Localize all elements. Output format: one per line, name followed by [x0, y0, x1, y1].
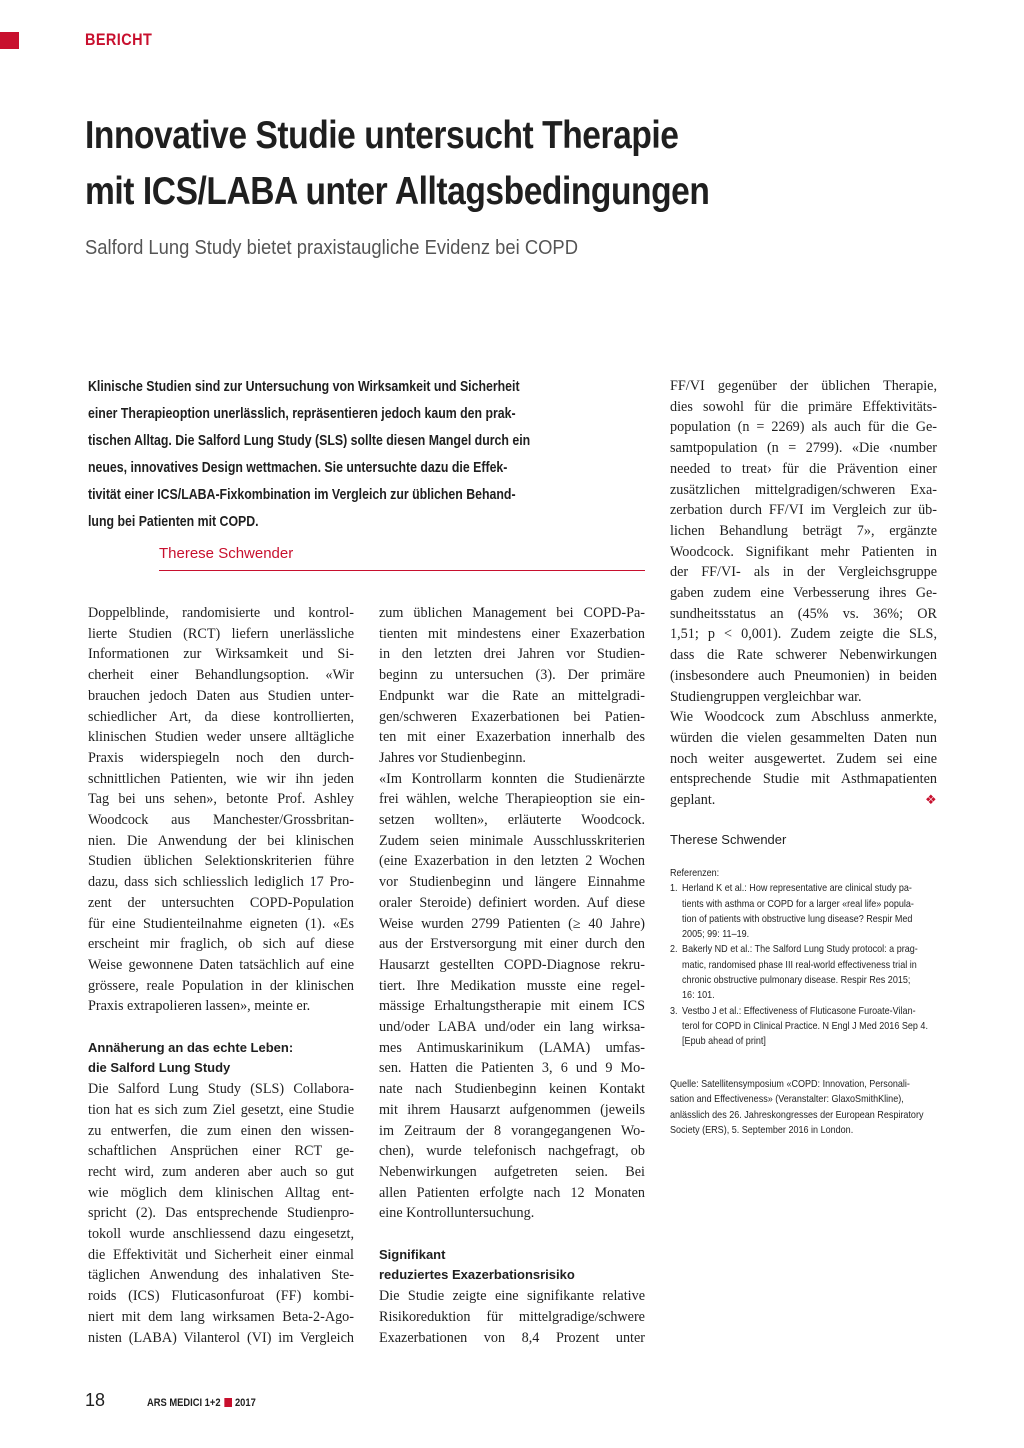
paragraph: [670, 376, 937, 811]
text-line: Doppelblinde, randomisierte und kontrol-: [88, 605, 354, 621]
reference-line: Bakerly ND et al.: The Salford Lung Study protocol: a prag-: [682, 943, 918, 956]
lead-line: tischen Alltag. Die Salford Lung Study (SLS) sollte diesen Mangel durch ein: [88, 433, 531, 449]
text-line: Praxis extrapolieren lassen», meinte er.: [88, 998, 311, 1015]
text-line: FF/VI gegenüber der üblichen Therapie,: [670, 378, 937, 394]
text-line: zerbation durch FF/VI im Vergleich zur üb-: [670, 502, 937, 519]
text-line: schiedlicher Art, da diese kontrollierten,: [88, 708, 354, 725]
lead-line: tivität einer ICS/LABA-Fixkombination im Vergleich zur üblichen Behand-: [88, 487, 516, 503]
reference-number: 1.: [670, 882, 678, 895]
text-line: oraler Steroide) definiert worden. Auf diese: [379, 894, 645, 911]
text-line: cherheit einer Behandlungsoption. «Wir: [88, 667, 354, 684]
reference-line: chronic obstructive pulmonary disease. Respir Res 2015;: [682, 974, 911, 987]
text-line: 1,51; p < 0,001). Zudem zeigte die SLS,: [670, 626, 937, 643]
text-line: aus der Erstversorgung mit einer durch den: [379, 936, 645, 953]
reference-line: Herland K et al.: How representative are clinical study pa-: [682, 882, 912, 895]
lead-line: neues, innovatives Design wettmachen. Sie untersuchte dazu die Effek-: [88, 460, 508, 476]
text-line: niert mit dem lang wirksamen Beta-2-Ago-: [88, 1308, 354, 1325]
text-line: spricht (2). Das entsprechende Studienpro-: [88, 1205, 354, 1222]
reference-line: Vestbo J et al.: Effectiveness of Fluticasone Furoate-Vilan-: [682, 1004, 916, 1017]
text-line: und/oder LABA und/oder ein lang wirksa-: [379, 1019, 645, 1036]
text-line: mässige Erhaltungstherapie mit einem ICS: [379, 998, 645, 1015]
text-line: geplant.: [670, 792, 716, 809]
text-line: allen Patienten erfolgte nach 12 Monaten: [379, 1184, 645, 1201]
text-line: Jahres vor Studienbeginn.: [379, 749, 526, 766]
reference-line: 16: 101.: [682, 989, 715, 1002]
text-line: mit ihrem Hausarzt aufgenommen (jeweils: [379, 1101, 645, 1118]
paragraph: [379, 603, 645, 1224]
text-line: needed to treat› für die Prävention einer: [670, 460, 937, 477]
paragraph: [379, 1286, 645, 1348]
text-line: nisten (LABA) Vilanterol (VI) im Vergleich: [88, 1329, 354, 1346]
text-line: samtpopulation (n = 2799). «Die ‹number: [670, 440, 937, 457]
text-line: Die Salford Lung Study (SLS) Collabora-: [88, 1081, 354, 1098]
text-line: Zudem seien minimale Ausschlusskriterien: [379, 832, 645, 849]
text-line: Informationen zur Wirksamkeit und Si-: [88, 646, 354, 663]
source-line: Society (ERS), 5. September 2016 in London.: [670, 1123, 854, 1136]
reference-item: [670, 942, 918, 1003]
text-line: Endpunkt war die Rate an mittelgradi-: [379, 687, 645, 704]
footer-journal: [147, 1397, 256, 1409]
text-line: Weise wurden 2799 Patienten (≥ 40 Jahre): [379, 915, 645, 932]
text-line: zum üblichen Management bei COPD-Pa-: [379, 605, 645, 621]
reference-line: tion of patients with obstructive lung disease? Respir Med: [682, 912, 913, 925]
text-line: die Effektivität und Sicherheit einer einmal: [88, 1246, 354, 1263]
text-line: im Zeitraum der 8 vorangegangenen Wo-: [379, 1122, 645, 1139]
text-line: dass die Rate schwerer Nebenwirkungen: [670, 647, 937, 664]
text-line: Hausarzt gestellten COPD-Diagnose rekru-: [379, 956, 645, 973]
reference-line: terol for COPD in Clinical Practice. N Engl J Med 2016 Sep 4.: [682, 1019, 928, 1032]
text-line: zu entwerfen, die zum einen den wissen-: [88, 1122, 354, 1139]
text-line: chen), wurde telefonisch nachgefragt, ob: [379, 1143, 645, 1160]
body-column-2: [379, 603, 645, 1348]
text-line: Studiengruppen vergleichbar war.: [670, 688, 862, 705]
text-line: Risikoreduktion für mittelgradige/schwere: [379, 1308, 645, 1325]
journal-year: 2017: [234, 1397, 256, 1409]
text-line: nien. Die Anwendung der bei klinischen: [88, 832, 354, 849]
text-line: sen. Hatten die Patienten 3, 6 und 9 Mo-: [379, 1060, 645, 1077]
body-column-3: [670, 376, 937, 811]
text-line: vor Studienbeginn und längere Einnahme: [379, 874, 645, 891]
text-line: beginn zu untersuchen (3). Der primäre: [379, 667, 645, 684]
text-line: tion hat es sich zum Ziel gesetzt, eine Studie: [88, 1101, 354, 1118]
source-note: [670, 1077, 950, 1138]
text-line: erscheint mir fraglich, ob sich auf diese: [88, 936, 354, 953]
section-heading: Annäherung an das echte Leben:: [88, 1039, 294, 1055]
reference-item: [670, 1004, 928, 1050]
text-line: zusätzlichen mittelgradigen/schweren Exa-: [670, 481, 937, 498]
text-line: gaben zudem eine Verbesserung ihres Ge-: [670, 585, 937, 602]
text-line: Wie Woodcock zum Abschluss anmerkte,: [670, 709, 937, 726]
lead-line: einer Therapieoption unerlässlich, repräsentieren jedoch kaum den prak-: [88, 406, 516, 422]
text-line: gen/schweren Exazerbationen bei Patien-: [379, 708, 645, 725]
reference-number: 2.: [670, 943, 678, 956]
paragraph: [88, 603, 354, 1017]
text-line: täglichen Anwendung des inhalativen Ste-: [88, 1267, 354, 1284]
references-heading: Referenzen:: [670, 867, 720, 879]
journal-name: ARS MEDICI 1+2: [147, 1397, 221, 1409]
text-line: Praxis widerspiegeln noch den durch-: [88, 749, 354, 766]
reference-line: matic, randomised phase III real-world effectiveness trial in: [682, 958, 917, 971]
text-line: eine Kontrolluntersuchung.: [379, 1205, 535, 1222]
text-line: Woodcock. Signifikant mehr Patienten in: [670, 543, 937, 560]
text-line: ten mit einer Exazerbation innerhalb des: [379, 729, 645, 746]
text-line: zent der untersuchten COPD-Population: [88, 894, 354, 911]
text-line: Woodcock aus Manchester/Grossbritan-: [88, 812, 354, 829]
text-line: Studien üblichen Selektionskriterien führe: [88, 853, 354, 870]
lead-line: Klinische Studien sind zur Untersuchung von Wirksamkeit und Sicherheit: [88, 379, 520, 395]
paragraph: [88, 1079, 354, 1348]
text-line: wie möglich dem klinischen Alltag ent-: [88, 1184, 354, 1201]
source-line: Quelle: Satellitensymposium «COPD: Innovation, Personali-: [670, 1078, 910, 1090]
reference-line: [Epub ahead of print]: [682, 1035, 766, 1048]
author-byline: Therese Schwender: [159, 545, 294, 562]
text-line: tiert. Ihre Medikation musste eine regel-: [379, 977, 645, 994]
article-subheadline: Salford Lung Study bietet praxistaugliche Evidenz bei COPD: [85, 237, 578, 259]
text-line: «Im Kontrollarm konnten die Studienärzte: [379, 770, 645, 787]
section-heading: Signifikant: [379, 1246, 446, 1262]
text-line: roids (ICS) Fluticasonfuroat (FF) kombi-: [88, 1288, 354, 1305]
source-line: anlässlich des 26. Jahreskongresses der European Respiratory: [670, 1108, 924, 1121]
text-line: Exazerbationen von 8,4 Prozent unter: [379, 1329, 645, 1346]
lead-paragraph: [88, 374, 646, 536]
section-marker: [0, 32, 19, 49]
text-line: setzen wollten», erläuterte Woodcock.: [379, 812, 645, 829]
text-line: der FF/VI- als in der Vergleichsgruppe: [670, 564, 937, 581]
text-line: dies sowohl für die primäre Effektivitäts-: [670, 398, 937, 415]
footer-square-icon: [224, 1398, 232, 1407]
text-line: lichen Behandlung beträgt 7», ergänzte: [670, 522, 937, 539]
section-heading: die Salford Lung Study: [88, 1060, 231, 1076]
reference-line: tients with asthma or COPD for a larger «real life» popula-: [682, 897, 914, 910]
author-signoff: Therese Schwender: [670, 832, 787, 847]
text-line: (eine Exazerbation in den letzten 2 Wochen: [379, 853, 645, 870]
page-number: 18: [85, 1390, 106, 1410]
reference-line: 2005; 99: 11–19.: [682, 928, 750, 941]
text-line: in den letzten drei Jahren vor Studien-: [379, 646, 645, 663]
text-line: Weise gewonnene Daten tatsächlich auf eine: [88, 956, 354, 973]
text-line: brauchen jedoch Daten aus Studien unter-: [88, 687, 354, 704]
headline-line: Innovative Studie untersucht Therapie: [85, 114, 679, 157]
text-line: dazu, dass sich schliesslich lediglich 17 Pro-: [88, 874, 354, 891]
text-line: entsprechende Studie mit Asthmapatienten: [670, 771, 937, 788]
text-line: würden die vielen gesammelten Daten nun: [670, 729, 937, 746]
body-column-1: [88, 603, 354, 1348]
text-line: nate nach Studienbeginn keinen Kontakt: [379, 1081, 645, 1098]
text-line: population (n = 2269) als auch für die Ge-: [670, 419, 937, 436]
text-line: recht wird, zum anderen aber auch so gut: [88, 1163, 354, 1180]
text-line: lierte Studien (RCT) liefern unerlässliche: [88, 625, 354, 642]
text-line: grössere, reale Population in der klinischen: [88, 977, 354, 994]
text-line: schaftlichen Ansprüchen einer RCT ge-: [88, 1143, 354, 1160]
text-line: Tag bei uns sehen», betonte Prof. Ashley: [88, 791, 354, 808]
text-line: mes Antimuskarinikum (LAMA) umfas-: [379, 1039, 645, 1056]
text-line: klinischen Studien weder unsere alltägliche: [88, 729, 354, 746]
text-line: tokoll wurde anschliessend dazu eingesetzt,: [88, 1226, 354, 1243]
byline-rule: [159, 570, 645, 571]
reference-number: 3.: [670, 1004, 678, 1017]
text-line: frei wählen, welche Therapieoption sie ein-: [379, 791, 645, 808]
text-line: für eine Studienteilnahme eigneten (1). «Es: [88, 915, 354, 932]
reference-item: [670, 881, 914, 942]
article-end-mark-icon: ❖: [925, 792, 937, 807]
text-line: sundheitsstatus an (45% vs. 36%; OR: [670, 605, 937, 622]
headline-line: mit ICS/LABA unter Alltagsbedingungen: [85, 170, 710, 213]
lead-line: lung bei Patienten mit COPD.: [88, 514, 259, 530]
text-line: Nebenwirkungen aufgetreten seien. Bei: [379, 1163, 645, 1180]
section-heading: reduziertes Exazerbationsrisiko: [379, 1267, 575, 1283]
text-line: Die Studie zeigte eine signifikante relative: [379, 1288, 645, 1305]
text-line: (insbesondere auch Pneumonien) in beiden: [670, 667, 937, 684]
section-label: BERICHT: [85, 30, 153, 49]
article-headline: [85, 108, 859, 220]
text-line: schnittlichen Patienten, wie wir ihn jeden: [88, 770, 354, 787]
references: [670, 866, 940, 1050]
text-line: noch weiter ausgewertet. Zudem sei eine: [670, 750, 937, 767]
source-line: sation and Effectiveness» (Veranstalter: GlaxoSmithKline),: [670, 1093, 904, 1106]
text-line: tienten mit mindestens einer Exazerbation: [379, 625, 645, 642]
